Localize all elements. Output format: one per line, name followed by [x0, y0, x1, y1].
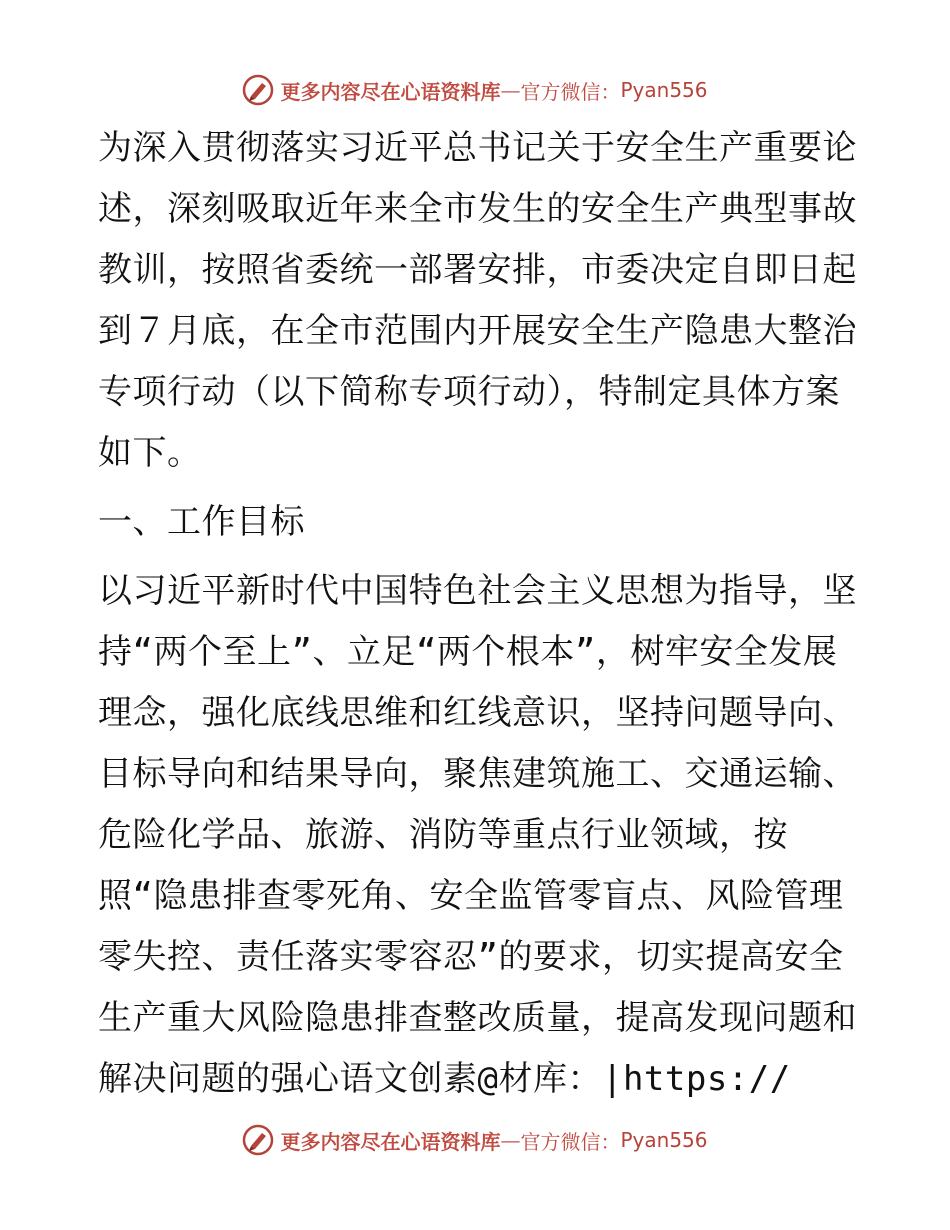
watermark-wechat-label: 官方微信： — [520, 79, 621, 104]
header-watermark — [0, 70, 950, 110]
watermark-wechat-label: 官方微信： — [520, 1129, 621, 1154]
section-heading-work-goals: 一、工作目标 — [98, 502, 305, 542]
paragraph-work-goals: 以习近平新时代中国特色社会主义思想为指导，坚持“两个至上”、立足“两个根本”，树牢安全发展理念，强化底线思维和红线意识，坚持问题导向、目标导向和结果导向，聚焦建筑施工、交通运输、危险化学品、旅游、消防等重点行业领域，按照“隐患排查零死角、安全监管零盲点、风险管理零失控、责任落实零容忍”的要求，切实提高安全生产重大风险隐患排查整改质量，提高发现问题和解决问题的强心语文创素@材库：|https:// — [98, 571, 857, 1099]
watermark-wechat-id: Pyan556 — [620, 1128, 708, 1152]
pen-logo-icon — [242, 1124, 274, 1156]
watermark-separator: — — [500, 78, 521, 102]
footer-watermark — [0, 1120, 950, 1160]
watermark-brand: 更多内容尽在心语资料库 — [280, 1129, 501, 1154]
watermark-separator: — — [500, 1128, 521, 1152]
document-body — [98, 118, 858, 1110]
paragraph-intro: 为深入贯彻落实习近平总书记关于安全生产重要论述，深刻吸取近年来全市发生的安全生产典型事故教训，按照省委统一部署安排，市委决定自即日起到７月底，在全市范围内开展安全生产隐患大整治专项行动（以下简称专项行动），特制定具体方案如下。 — [98, 128, 857, 473]
watermark-wechat-id: Pyan556 — [620, 78, 708, 102]
pen-logo-icon — [242, 74, 274, 106]
watermark-brand: 更多内容尽在心语资料库 — [280, 79, 501, 104]
